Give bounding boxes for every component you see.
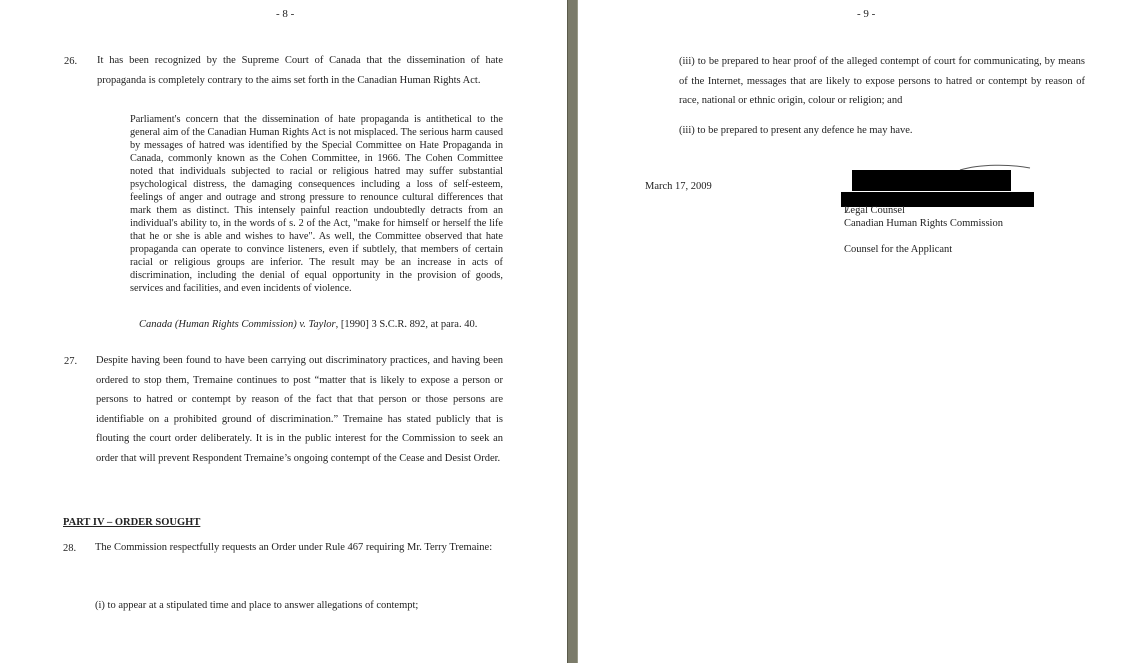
paragraph-number-27: 27. [64,356,78,367]
page-number: - 9 - [857,8,876,20]
document-page-8 [0,0,567,663]
paragraph-28: The Commission respectfully requests an Order under Rule 467 requiring Mr. Terry Tremaine: [95,542,493,553]
signatory-organization: Canadian Human Rights Commission [844,218,1003,229]
date: March 17, 2009 [645,181,712,192]
paragraph-27: Despite having been found to have been carrying out discriminatory practices, and having been ordered to stop them, Tremaine continues to post “matter that is likely to expose a person or persons to hatred or contempt by reason of the fact that that person or those persons are identifiable on a prohibited ground of discrimination.” Tremaine has stated publicly that is flouting the court order deliberately. It is in the public interest for the Commission to seek an order that will prevent Respondent Tremaine’s ongoing contempt of the Cease and Desist Order. [96,355,503,464]
paragraph-26: It has been recognized by the Supreme Court of Canada that the dissemination of hate propaganda is completely contrary to the aims set forth in the Canadian Human Rights Act. [97,55,503,86]
document-page-9 [578,0,1146,663]
signatory-role: Counsel for the Applicant [844,244,953,255]
order-item-iii-defence: (iii) to be prepared to present any defence he may have. [679,125,913,136]
section-heading: PART IV – ORDER SOUGHT [63,517,201,528]
redaction-bar [852,170,1011,191]
order-item-i: (i) to appear at a stipulated time and place to answer allegations of contempt; [95,600,419,611]
order-item-iii-hear-proof: (iii) to be prepared to hear proof of the alleged contempt of court for communicating, by means of the Internet, messages that are likely to expose persons to hatred or contempt by reason of race, national or ethnic origin, colour or religion; and [679,56,1085,106]
paragraph-number-28: 28. [63,543,77,554]
case-name: Canada (Human Rights Commission) v. Taylor [139,319,336,330]
block-quote: Parliament's concern that the dissemination of hate propaganda is antithetical to the general aim of the Canadian Human Rights Act is not misplaced. The serious harm caused by messages of hatred was identified by the Special Committee on Hate Propaganda in Canada, commonly known as the Cohen Committee, in 1966. The Cohen Committee noted that individuals subjected to racial or religious hatred may suffer substantial psychological distress, the damaging consequences including a loss of self-esteem, feelings of anger and outrage and strong pressure to renounce cultural differences that mark them as distinct. This intensely painful reaction undoubtedly detracts from an individual's ability to, in the words of s. 2 of the Act, "make for himself or herself the life that he or she is able and wishes to have". As well, the Committee observed that hate propaganda can operate to convince listeners, even if subtlely, that members of certain racial or religious groups are inferior. The result may be an increase in acts of discrimination, including the denial of equal opportunity in the provision of goods, services and facilities, and even incidents of violence. [130,114,503,294]
paragraph-number-26: 26. [64,56,78,67]
case-citation [139,318,503,331]
case-reference: , [1990] 3 S.C.R. 892, at para. 40. [335,319,478,330]
page-number: - 8 - [276,8,295,20]
signatory-title: Legal Counsel [844,205,905,216]
page-divider [567,0,578,663]
